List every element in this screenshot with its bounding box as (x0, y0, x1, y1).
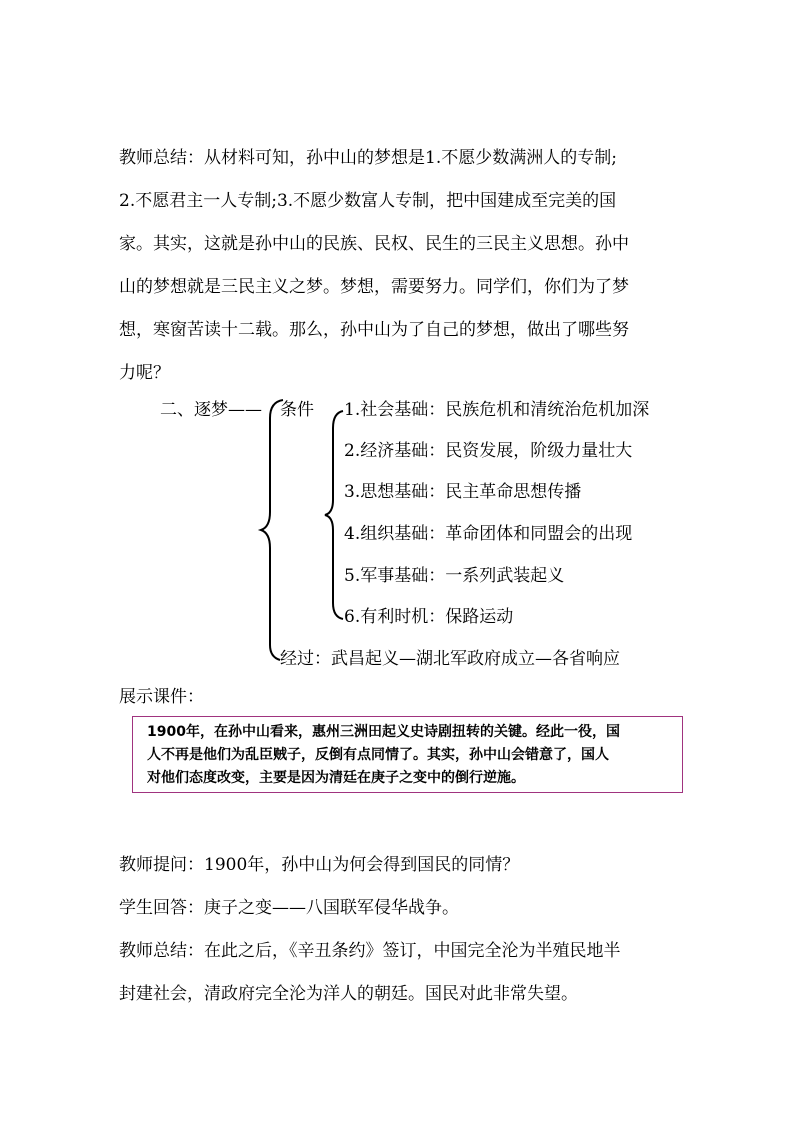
process-line: 经过：武昌起义—湖北军政府成立—各省响应 (280, 649, 620, 669)
condition-item: 2.经济基础：民资发展，阶级力量壮大 (344, 441, 633, 461)
diagram-heading: 二、逐梦—— (160, 400, 262, 420)
condition-item: 5.军事基础：一系列武装起义 (344, 566, 565, 586)
box-text-line: 1900年，在孙中山看来，惠州三洲田起义史诗剧扭转的关键。经此一役，国 (147, 724, 620, 740)
text-line: 家。其实，这就是孙中山的民族、民权、民生的三民主义思想。孙中 (119, 234, 629, 254)
box-text-line: 人不再是他们为乱臣贼子，反倒有点同情了。其实，孙中山会错意了，国人 (147, 747, 609, 763)
show-courseware-label: 展示课件： (119, 687, 204, 707)
text-line: 2.不愿君主一人专制;3.不愿少数富人专制，把中国建成至完美的国 (119, 191, 617, 211)
text-line: 教师提问：1900年，孙中山为何会得到国民的同情？ (119, 855, 520, 875)
condition-item: 3.思想基础：民主革命思想传播 (344, 482, 582, 502)
condition-item: 4.组织基础：革命团体和同盟会的出现 (344, 524, 633, 544)
text-line: 想，寒窗苦读十二载。那么，孙中山为了自己的梦想，做出了哪些努 (119, 320, 629, 340)
text-line: 学生回答：庚子之变——八国联军侵华战争。 (119, 898, 459, 918)
text-line: 教师总结：从材料可知，孙中山的梦想是1.不愿少数满洲人的专制; (119, 148, 617, 168)
text-line: 封建社会，清政府完全沦为洋人的朝廷。国民对此非常失望。 (119, 984, 578, 1004)
condition-item: 1.社会基础：民族危机和清统治危机加深 (344, 400, 650, 420)
box-text-line: 对他们态度改变，主要是因为清廷在庚子之变中的倒行逆施。 (147, 770, 525, 786)
text-line: 教师总结：在此之后，《辛丑条约》签订，中国完全沦为半殖民地半 (119, 941, 621, 961)
text-line: 山的梦想就是三民主义之梦。梦想，需要努力。同学们，你们为了梦 (119, 277, 629, 297)
courseware-box (132, 716, 683, 793)
text-line: 力呢？ (119, 363, 170, 383)
condition-label: 条件 (280, 400, 314, 420)
qa-paragraph (119, 844, 679, 1016)
condition-item: 6.有利时机：保路运动 (344, 607, 514, 627)
